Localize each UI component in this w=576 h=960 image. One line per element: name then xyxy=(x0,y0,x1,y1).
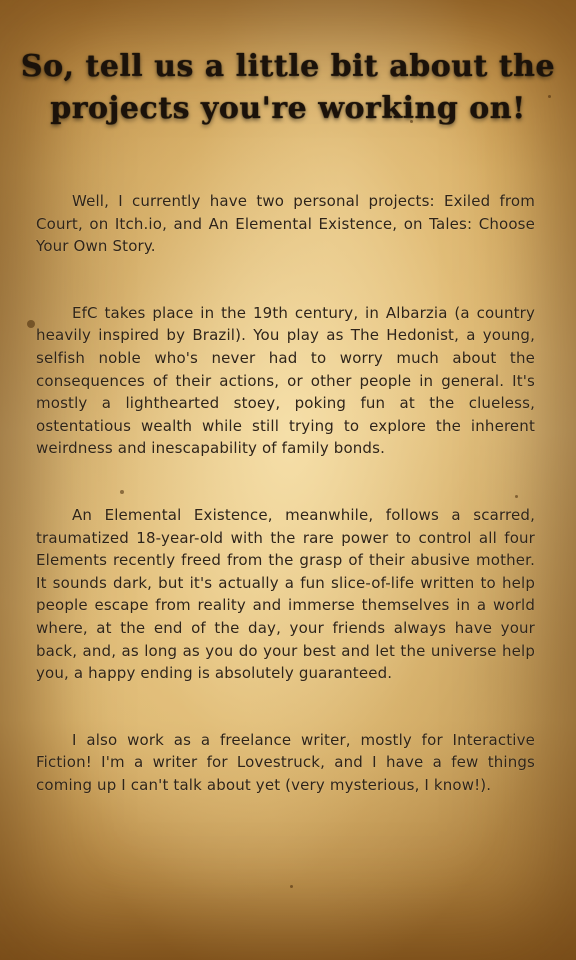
paragraph-freelance-writing: I also work as a freelance writer, mostly for Interactive Fiction! I'm a writer for Lovestruck, and I have a few things coming up I can't talk about yet (very mysterious, I know!). xyxy=(36,730,535,794)
page-heading: So, tell us a little bit about the projects you're working on! xyxy=(20,49,556,126)
paragraph-exiled-from-court: EfC takes place in the 19th century, in Albarzia (a country heavily inspired by Brazil). You play as The Hedonist, a young, selfish noble who's never had to worry much about the consequences of their actions, or other people in general. It's mostly a lighthearted stoey, poking fun at the clueless, ostentatious wealth while still trying to explore the inherent weirdness and inescapability of family bonds. xyxy=(36,303,535,458)
ink-speck xyxy=(290,885,293,888)
ink-speck xyxy=(27,320,35,328)
paragraph-elemental-existence: An Elemental Existence, meanwhile, follows a scarred, traumatized 18-year-old with the rare power to control all four Elements recently freed from the grasp of their abusive mother. It sounds dark, but it's actually a fun slice-of-life written to help people escape from reality and immerse themselves in a world where, at the end of the day, your friends always have your back, and, as long as you do your best and let the universe help you, a happy ending is absolutely guaranteed. xyxy=(36,505,535,683)
paragraph-projects-intro: Well, I currently have two personal projects: Exiled from Court, on Itch.io, and An Elemental Existence, on Tales: Choose Your Own Story. xyxy=(36,192,535,256)
article-body xyxy=(36,190,535,796)
